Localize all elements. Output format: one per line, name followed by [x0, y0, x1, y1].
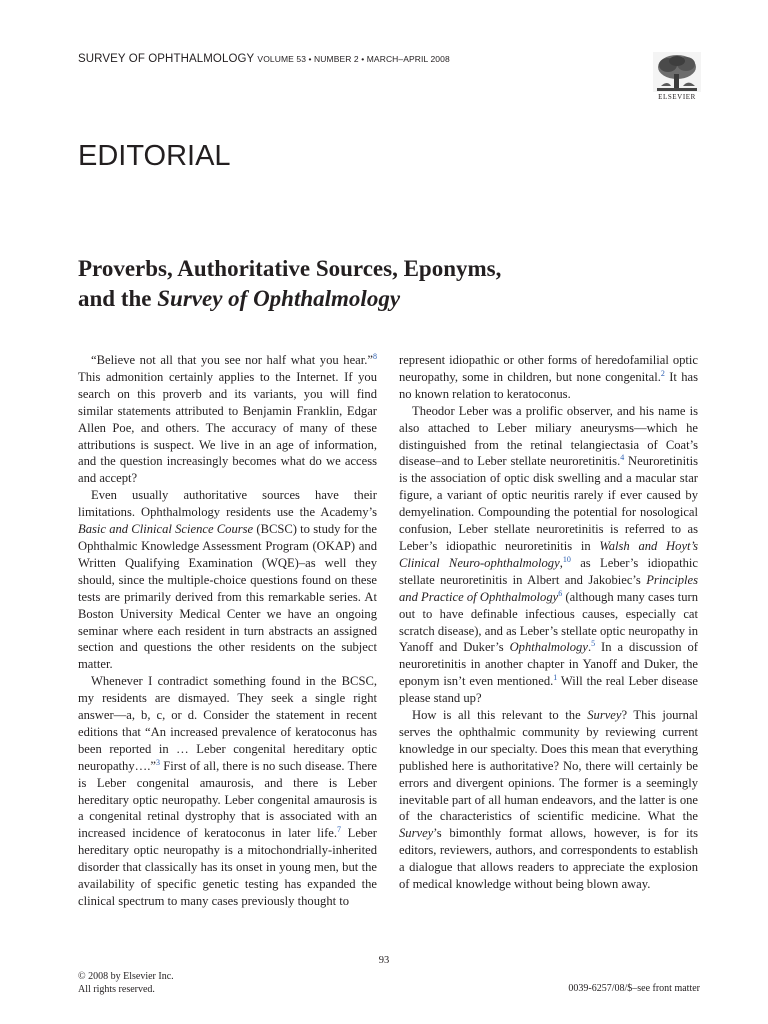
paragraph: Even usually authoritative sources have their limitations. Ophthalmology residents use the Academy’s Basic and Clinical Science Course (BCSC) to study for the Ophthalmic Knowledge Assessment Program (OKAP) and Written Qualifying Examination (WQE)–as well they should, since the multiple-choice questions found on these tests are primarily derived from this remarkable series. At Boston University Medical Center we have an ongoing seminar where each resident in turn abstracts an assigned section and questions the other residents on the subject matter.	[78, 488, 377, 672]
reference-link[interactable]: 2	[660, 368, 665, 378]
reference-link[interactable]: 8	[373, 351, 377, 361]
paragraph: “Believe not all that you see nor half what you hear.”$^8$ This admonition certainly applies to the Internet. If you search on this proverb and its variants, you will find similar statements attributed to Benjamin Franklin, Edgar Allen Poe, and others. The accuracy of many of these attributions is suspect. We live in an age of information, and the question increasingly becomes what do we access and accept?	[78, 351, 377, 486]
section-label: EDITORIAL	[78, 140, 231, 172]
left-column	[78, 352, 377, 910]
paragraph: represent idiopathic or other forms of heredofamilial optic neuropathy, some in children, but none congenital.$^2$ It has no known relation to keratoconus.	[399, 353, 698, 401]
publisher-wordmark: ELSEVIER	[658, 93, 696, 101]
reference-link[interactable]: 1	[553, 673, 558, 683]
right-column	[399, 352, 698, 893]
title-line-1: Proverbs, Authoritative Sources, Eponyms,	[78, 256, 502, 281]
paragraph: How is all this relevant to the Survey? This journal serves the ophthalmic community by reviewing current knowledge in our specialty. Does this mean that everything published here is authoritative? No, there will certainly be errors and divergent opinions. The former is a seemingly inevitable part of all human endeavors, and the latter is one of the characteristics of scientific medicine. What the Survey’s bimonthly format allows, however, is for its editors, reviewers, authors, and correspondents to establish a dialogue that allows readers to appreciate the explosion of medical knowledge without being blown away.	[399, 708, 698, 892]
paragraph: Theodor Leber was a prolific observer, and his name is also attached to Leber miliary aneurysms—which he distinguished from the retinal telangiectasia of Coat’s disease–and to Leber stellate neuroretinitis.$^4$ Neuroretinitis is the association of optic disk swelling and a macular star figure, a variant of optic neuritis rarely if ever caused by demyelination. Compounding the potential for nosological confusion, Leber stellate neuroretinitis is referred to as Leber’s idiopathic neuroretinitis in Walsh and Hoyt’s Clinical Neuro-ophthalmology,$^{10}$ as Leber’s idiopathic stellate neuroretinitis in Albert and Jakobiec’s Principles and Practice of Ophthalmology$^6$ (although many cases turn out to have definable infectious causes, especially cat scratch disease), and as Leber’s stellate optic neuropathy in Yanoff and Duker’s Ophthalmology.$^5$ In a discussion of neuroretinitis in another chapter in Yanoff and Duker, the eponym isn’t even mentioned.$^1$ Will the real Leber disease please stand up?	[399, 403, 699, 706]
journal-name: SURVEY OF OPHTHALMOLOGY	[78, 53, 255, 65]
reference-link[interactable]: 4	[620, 453, 625, 463]
paragraph: Whenever I contradict something found in the BCSC, my residents are dismayed. They seek a single right answer—a, b, c, or d. Consider the statement in recent editions that “An increased prevalence of keratoconus has been reported in … Leber congenital hereditary optic neuropathy….”$^3$ First of all, there is no such disease. There is Leber congenital amaurosis, and there is Leber hereditary optic neuropathy. Leber congenital amaurosis is a congenital retinal dystrophy that is associated with an increased incidence of keratoconus in later life.$^7$ Leber hereditary optic neuropathy is a mitochondrially-inherited disorder that classically has its onset in young men, but the availability of specific genetic testing has expanded the clinical spectrum to many cases previously thought to	[78, 674, 377, 908]
title-line-2-prefix: and the	[78, 286, 158, 311]
reference-link[interactable]: 10	[562, 554, 571, 564]
copyright-line: © 2008 by Elsevier Inc.	[78, 971, 174, 982]
rights-line: All rights reserved.	[78, 984, 155, 995]
page-number: 93	[378, 955, 390, 966]
issue-info: VOLUME 53 • NUMBER 2 • MARCH–APRIL 2008	[257, 54, 450, 64]
tree-icon	[653, 52, 701, 92]
title-line-2-italic: Survey of Ophthalmology	[157, 286, 401, 311]
journal-header	[78, 53, 450, 65]
reference-link[interactable]: 6	[558, 588, 563, 598]
copyright-notice	[78, 970, 174, 996]
issn-line: 0039-6257/08/$–see front matter	[568, 983, 700, 994]
elsevier-logo	[653, 52, 701, 104]
article-title	[78, 254, 501, 314]
reference-link[interactable]: 5	[591, 639, 596, 649]
reference-link[interactable]: 7	[337, 825, 341, 835]
reference-link[interactable]: 3	[156, 757, 160, 767]
